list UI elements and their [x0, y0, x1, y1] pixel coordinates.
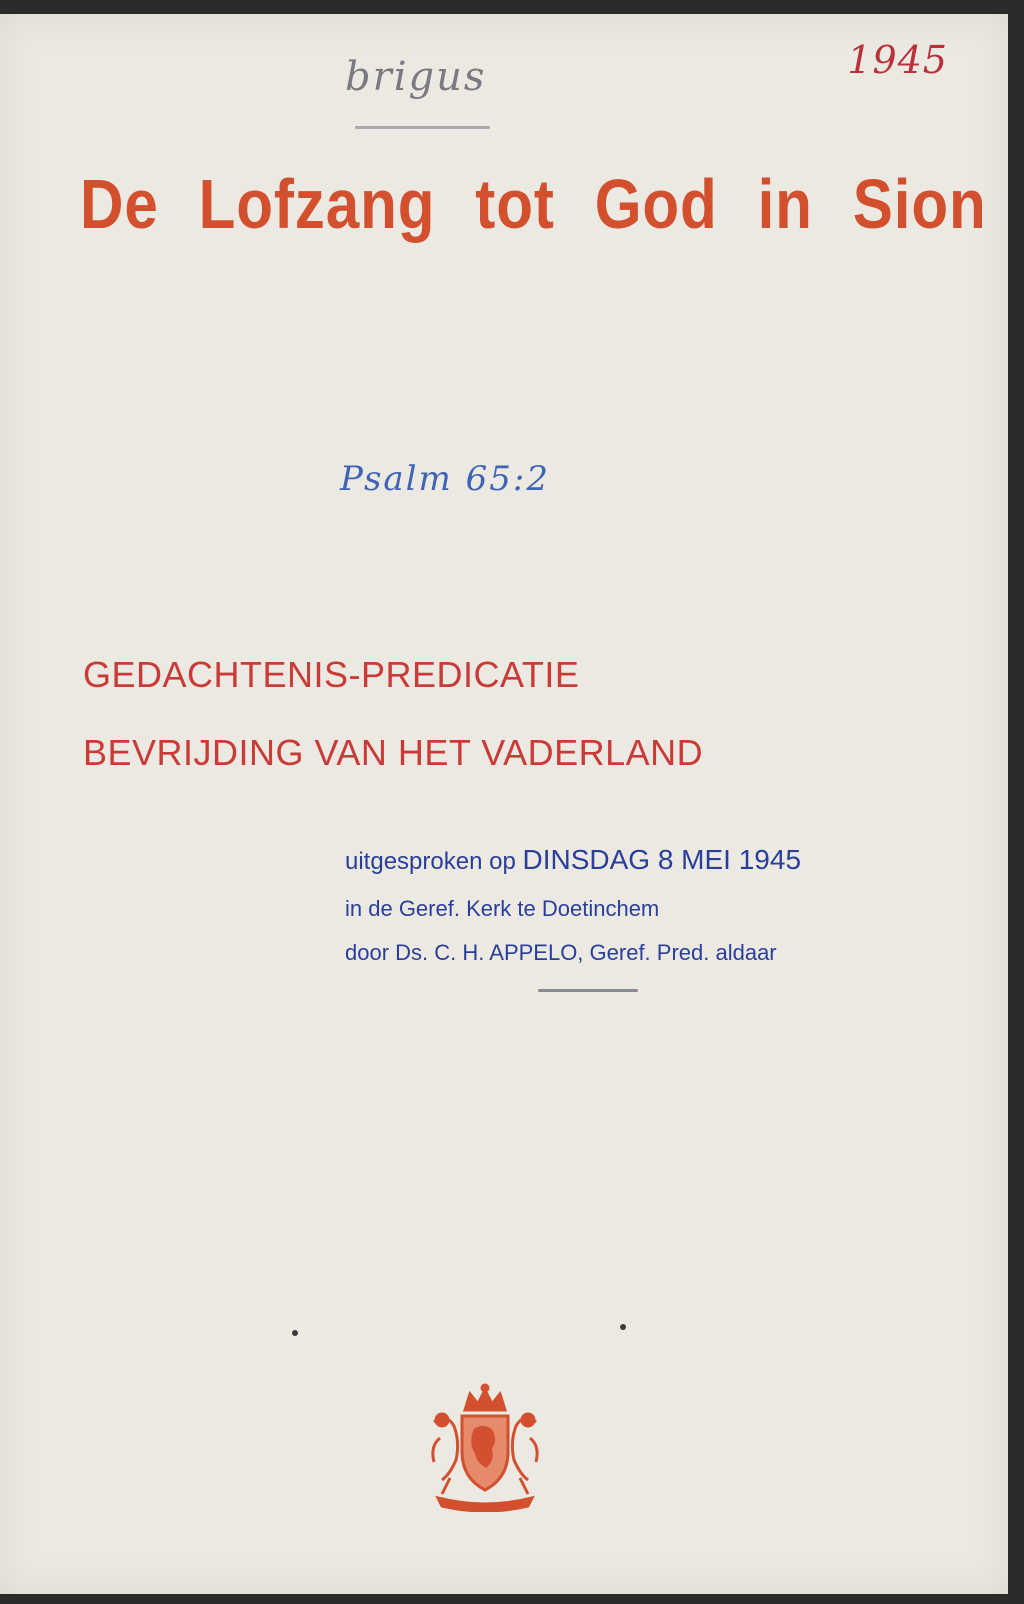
print-dot: [292, 1330, 298, 1336]
psalm-reference: Psalm 65:2: [340, 459, 550, 499]
page-title: De Lofzang tot God in Sion: [80, 165, 987, 243]
print-dot: [620, 1324, 626, 1330]
info-date: DINSDAG 8 MEI 1945: [522, 844, 802, 875]
info-line-3: door Ds. C. H. APPELO, Geref. Pred. aldaar: [345, 940, 777, 965]
decorative-rule: [538, 989, 638, 992]
subtitle-line-1: GEDACHTENIS-PREDICATIE: [83, 654, 580, 695]
coat-of-arms-icon: [420, 1382, 550, 1512]
handwritten-year: 1945: [847, 38, 948, 82]
info-prefix: uitgesproken op: [345, 848, 516, 875]
pencil-underline: [355, 126, 490, 129]
pencil-note: brigus: [345, 54, 487, 100]
document-page: [0, 14, 1008, 1594]
info-line-1: [345, 844, 801, 876]
subtitle-line-2: BEVRIJDING VAN HET VADERLAND: [83, 732, 704, 773]
info-line-2: in de Geref. Kerk te Doetinchem: [345, 896, 660, 921]
